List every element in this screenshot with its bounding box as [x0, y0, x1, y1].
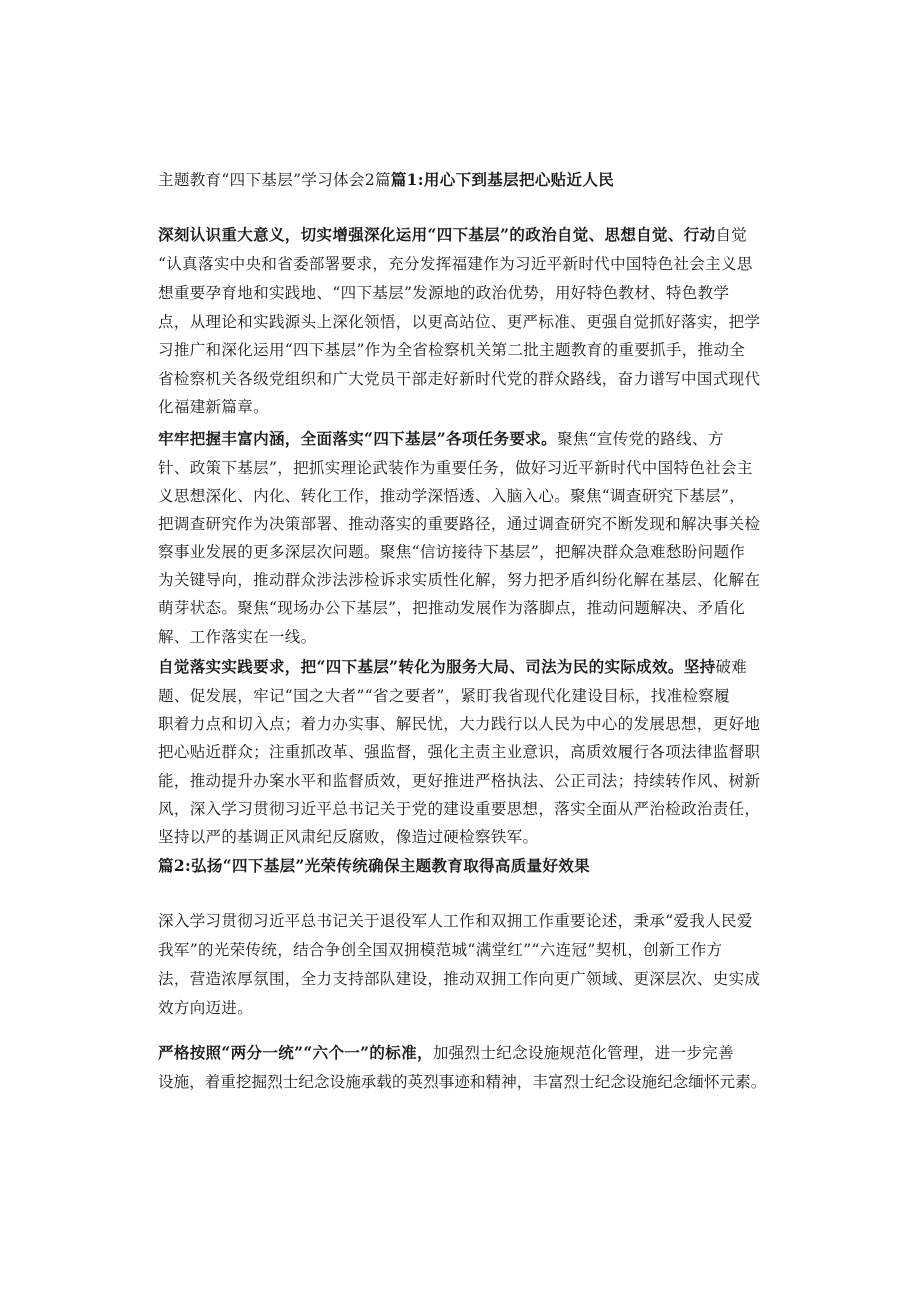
p2-line-8: 解、工作落实在一线。	[158, 628, 317, 646]
p1-line-7: 化福建新篇章。	[158, 398, 269, 416]
p1-line-5: 习推广和深化运用“四下基层”作为全省检察机关第二批主题教育的重要抓手，推动全	[158, 341, 746, 359]
p5-line-2: 设施，着重挖掘烈士纪念设施承载的英烈事迹和精神，丰富烈士纪念设施纪念缅怀元素。	[158, 1073, 767, 1091]
p1-line-6: 省检察机关各级党组织和广大党员干部走好新时代党的群众路线，奋力谱写中国式现代	[158, 370, 761, 388]
p1-line-2: “认真落实中央和省委部署要求，充分发挥福建作为习近平新时代中国特色社会主义思	[158, 255, 753, 273]
p3-line-4: 把心贴近群众；注重抓改革、强监督，强化主责主业意识，高质效履行各项法律监督职	[158, 743, 761, 761]
p3-line-2: 题、促发展，牢记“国之大者”“省之要者”，紧盯我省现代化建设目标，找准检察履	[158, 687, 730, 705]
p1-tail: 自觉	[715, 226, 748, 244]
p4-line-1: 深入学习贯彻习近平总书记关于退役军人工作和双拥工作重要论述，秉承“爱我人民爱	[158, 912, 753, 930]
p3-line-6: 风，深入学习贯彻习近平总书记关于党的建设重要思想，落实全面从严治检政治责任，	[158, 800, 761, 818]
section-2-heading: 篇2:弘扬“四下基层”光荣传统确保主题教育取得高质量好效果	[158, 856, 590, 875]
p3-line-5: 能，推动提升办案水平和监督质效，更好推进严格执法、公正司法；持续转作风、树新	[158, 772, 761, 790]
p2-lead: 牢牢把握丰富内涵，全面落实“四下基层”各项任务要求。	[158, 429, 557, 448]
p1-line-1	[158, 225, 747, 245]
p3-line-3: 职着力点和切入点；着力办实事、解民忧，大力践行以人民为中心的发展思想，更好地	[158, 715, 761, 733]
p1-lead: 深刻认识重大意义，切实增强深化运用“四下基层”的政治自觉、思想自觉、行动	[158, 225, 716, 244]
p3-tail: 破难	[715, 658, 748, 676]
p3-lead: 自觉落实实践要求，把“四下基层”转化为服务大局、司法为民的实际成效。坚持	[158, 657, 716, 676]
p2-line-7: 萌芽状态。聚焦“现场办公下基层”，把推动发展作为落脚点，推动问题解决、矛盾化	[158, 599, 746, 617]
p1-line-3: 想重要孕育地和实践地、“四下基层”发源地的政治优势，用好特色教材、特色教学	[158, 284, 730, 302]
p5-tail: 加强烈士纪念设施规范化管理，进一步完善	[432, 1044, 734, 1062]
p4-line-2: 我军”的光荣传统，结合争创全国双拥模范城“满堂红”“六连冠”契机，创新工作方	[158, 941, 723, 959]
p2-line-5: 察事业发展的更多深层次问题。聚焦“信访接待下基层”，把解决群众急难愁盼问题作	[158, 543, 746, 561]
p4-line-3: 法，营造浓厚氛围，全力支持部队建设，推动双拥工作向更广领域、更深层次、史实成	[158, 970, 761, 988]
title-part-1: 篇1:用心下到基层把心贴近人民	[390, 170, 615, 189]
p1-line-4: 点，从理论和实践源头上深化领悟，以更高站位、更严标准、更强自觉抓好落实，把学	[158, 313, 761, 331]
p2-line-2: 针、政策下基层”，把抓实理论武装作为重要任务，做好习近平新时代中国特色社会主	[158, 459, 753, 477]
title-prefix: 主题教育“四下基层”学习体会2篇	[158, 171, 391, 189]
p2-line-4: 把调查研究作为决策部署、推动落实的重要路径，通过调查研究不断发现和解决事关检	[158, 515, 761, 533]
p2-line-6: 为关键导向，推动群众涉法涉检诉求实质性化解，努力把矛盾纠纷化解在基层、化解在	[158, 571, 761, 589]
p3-line-7: 坚持以严的基调正风肃纪反腐败，像造过硬检察铁军。	[158, 828, 539, 846]
document-title	[158, 170, 614, 190]
p2-tail: 聚焦“宣传党的路线、方	[556, 430, 724, 448]
p5-lead: 严格按照“两分一统”“六个一”的标准，	[158, 1043, 433, 1062]
p2-line-3: 义思想深化、内化、转化工作，推动学深悟透、入脑入心。聚焦“调查研究下基层”，	[158, 487, 746, 505]
p3-line-1	[158, 657, 747, 677]
p4-line-4: 效方向迈进。	[158, 999, 254, 1017]
p2-line-1	[158, 429, 724, 449]
p5-line-1	[158, 1043, 734, 1063]
